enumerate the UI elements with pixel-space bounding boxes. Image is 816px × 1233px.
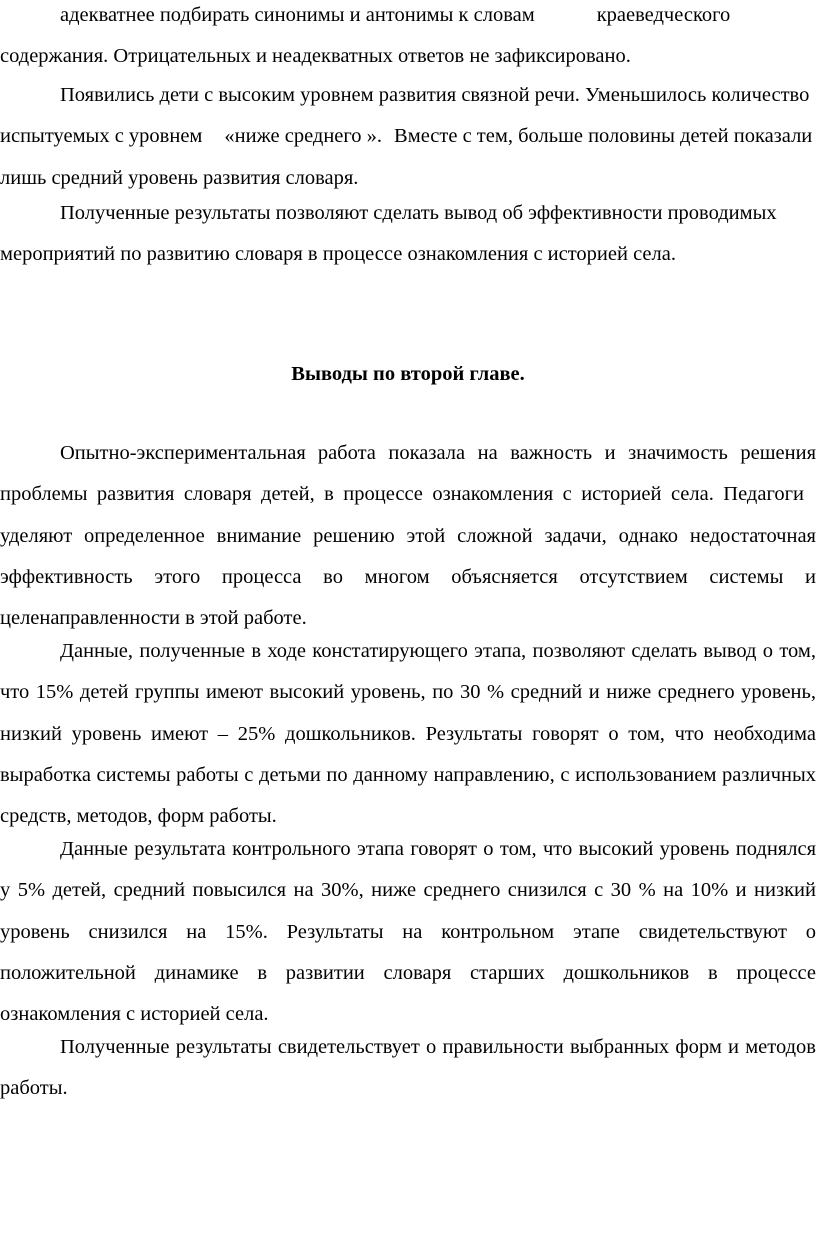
section-heading: Выводы по второй главе. xyxy=(291,363,525,385)
paragraph-experimental-text-c: уделяют определенное внимание решению этой сложной задачи, однако недостаточная эффективность этого процесса во многом объясняется отсутствием системы и целенаправленности в этой работе. xyxy=(0,524,816,630)
paragraph-speech-text-a: Появились дети с высоким уровнем развития связной речи. Уменьшилось количество испытуемых с уровнем xyxy=(0,84,810,148)
paragraph-experimental-text-b: работа показала на важность и значимость решения проблемы развития словаря детей, в процессе ознакомления с историей села. Педагоги xyxy=(0,442,816,506)
paragraph-speech-text-b: «ниже среднего ». xyxy=(224,125,383,148)
paragraph-conclusion: Полученные результаты свидетельствует о правильности выбранных форм и методов работы. xyxy=(0,1036,816,1100)
paragraph-experimental-text-a: Опытно-экспериментальная xyxy=(60,442,306,464)
paragraph-speech-development xyxy=(0,75,816,199)
paragraph-synonyms-text-a: адекватнее подбирать синонимы и антонимы к словам xyxy=(60,4,535,26)
paragraph-experimental-work xyxy=(0,433,816,639)
paragraph-control-stage: Данные результата контрольного этапа говорят о том, что высокий уровень поднялся у 5% детей, средний повысился на 30%, ниже среднего снизился с 30 % на 10% и низкий уровень снизился на 15%. Результаты на контрольном этапе свидетельствуют о положительной динамике в развитии словаря старших дошкольников в процессе ознакомления с историей села. xyxy=(0,838,816,1026)
paragraph-results-effectiveness: Полученные результаты позволяют сделать вывод об эффективности проводимых мероприятий по развитию словаря в процессе ознакомления с историей села. xyxy=(0,202,777,266)
paragraph-synonyms xyxy=(0,0,816,78)
paragraph-ascertaining-stage: Данные, полученные в ходе констатирующего этапа, позволяют сделать вывод о том, что 15% детей группы имеют высокий уровень, по 30 % средний и ниже среднего уровень, низкий уровень имеют – 25% дошкольников. Результаты говорят о том, что необходима выработка системы работы с детьми по данному направлению, с использованием различных средств, методов, форм работы. xyxy=(0,640,816,828)
paragraph-speech-text-c: Вместе с тем, больше половины детей показали лишь средний уровень развития словаря. xyxy=(0,125,813,189)
paragraph-synonyms-text-c: содержания. Отрицательных и неадекватных ответов не зафиксировано. xyxy=(0,45,631,68)
paragraph-synonyms-text-b: краеведческого xyxy=(596,4,731,26)
